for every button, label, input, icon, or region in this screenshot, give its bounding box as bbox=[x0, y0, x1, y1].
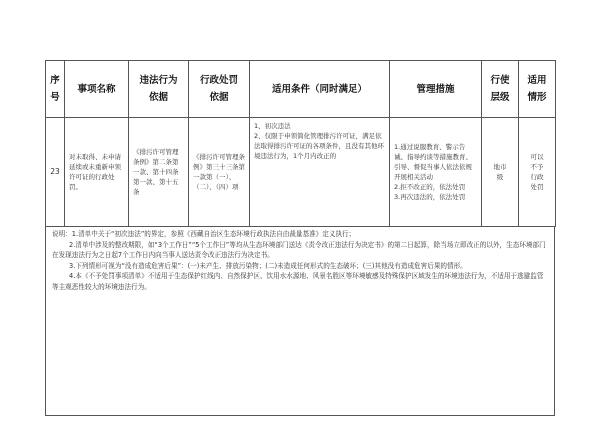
cell-level: 地市级 bbox=[482, 118, 519, 227]
table-row bbox=[46, 118, 556, 227]
header-scenario: 适用 情形 bbox=[519, 61, 556, 118]
header-measures: 管理措施 bbox=[390, 61, 482, 118]
note-4: 4.本《不予处罚事项清单》不适用于生态保护红线内、自然保护区、饮用水水源地、风景名胜区等环境敏感及特殊保护区域发生的环境违法行为，不适用于逃避监管等主观恶性较大的环境违法行为。 bbox=[52, 272, 544, 291]
cell-measures: 1.通过说服教育、警示告诫、指导约谈等措施教育、引导、督促当事人依法依规开展相关活动 2.拒不改正的，依法处罚 3.再次违法的，依法处罚 bbox=[390, 118, 482, 227]
cell-item-name: 对未取得、未申请延续或未重新申领许可证的行政处罚。 bbox=[65, 118, 129, 227]
header-penalty-basis: 行政处罚 依据 bbox=[189, 61, 250, 118]
header-item-name: 事项名称 bbox=[65, 61, 129, 118]
header-violation-basis: 违法行为 依据 bbox=[129, 61, 189, 118]
notes-block bbox=[45, 227, 555, 416]
cell-penalty-basis: 《排污许可管理条例》第三十三条第一款第（一）、（二）、（四）项 bbox=[189, 118, 250, 227]
note-2: 2.清单中涉及的整改期限，如“3个工作日”“5个工作日”等均从生态环境部门送达《责令改正违法行为决定书》的第二日起算，除当场立即改正的以外，生态环境部门在发现违法行为之日起7个工作日内向当事人送达责令改正违法行为决定书。 bbox=[52, 240, 546, 260]
note-3: 3.下列情形可视为“没有造成危害后果”：(一)未产生、排放污染物；(二)未造成任何形式的生态破坏；(三)其他没有造成危害后果的情形。 bbox=[69, 261, 467, 270]
cell-scenario: 可以不予行政处罚 bbox=[519, 118, 556, 227]
penalty-exemption-table bbox=[45, 60, 556, 227]
header-conditions: 适用条件（同时满足） bbox=[250, 61, 390, 118]
cell-violation-basis: 《排污许可管理条例》第二条第一款、第十四条第一款、第十五条 bbox=[129, 118, 189, 227]
note-1: 说明：1.清单中关于“初次违法”的界定，参照《西藏自治区生态环境行政执法自由裁量基准》定义执行； bbox=[52, 230, 356, 238]
cell-conditions: 1、初次违法 2、仅限于申领简化管理排污许可证，满足依法取得排污许可证的各项条件，且没有其他环境违法行为，1个月内改正的 bbox=[250, 118, 390, 227]
document-sheet bbox=[45, 60, 555, 416]
header-seq: 序 号 bbox=[46, 61, 65, 118]
header-row bbox=[46, 61, 556, 118]
cell-seq: 23 bbox=[46, 118, 65, 227]
header-level: 行使 层级 bbox=[482, 61, 519, 118]
